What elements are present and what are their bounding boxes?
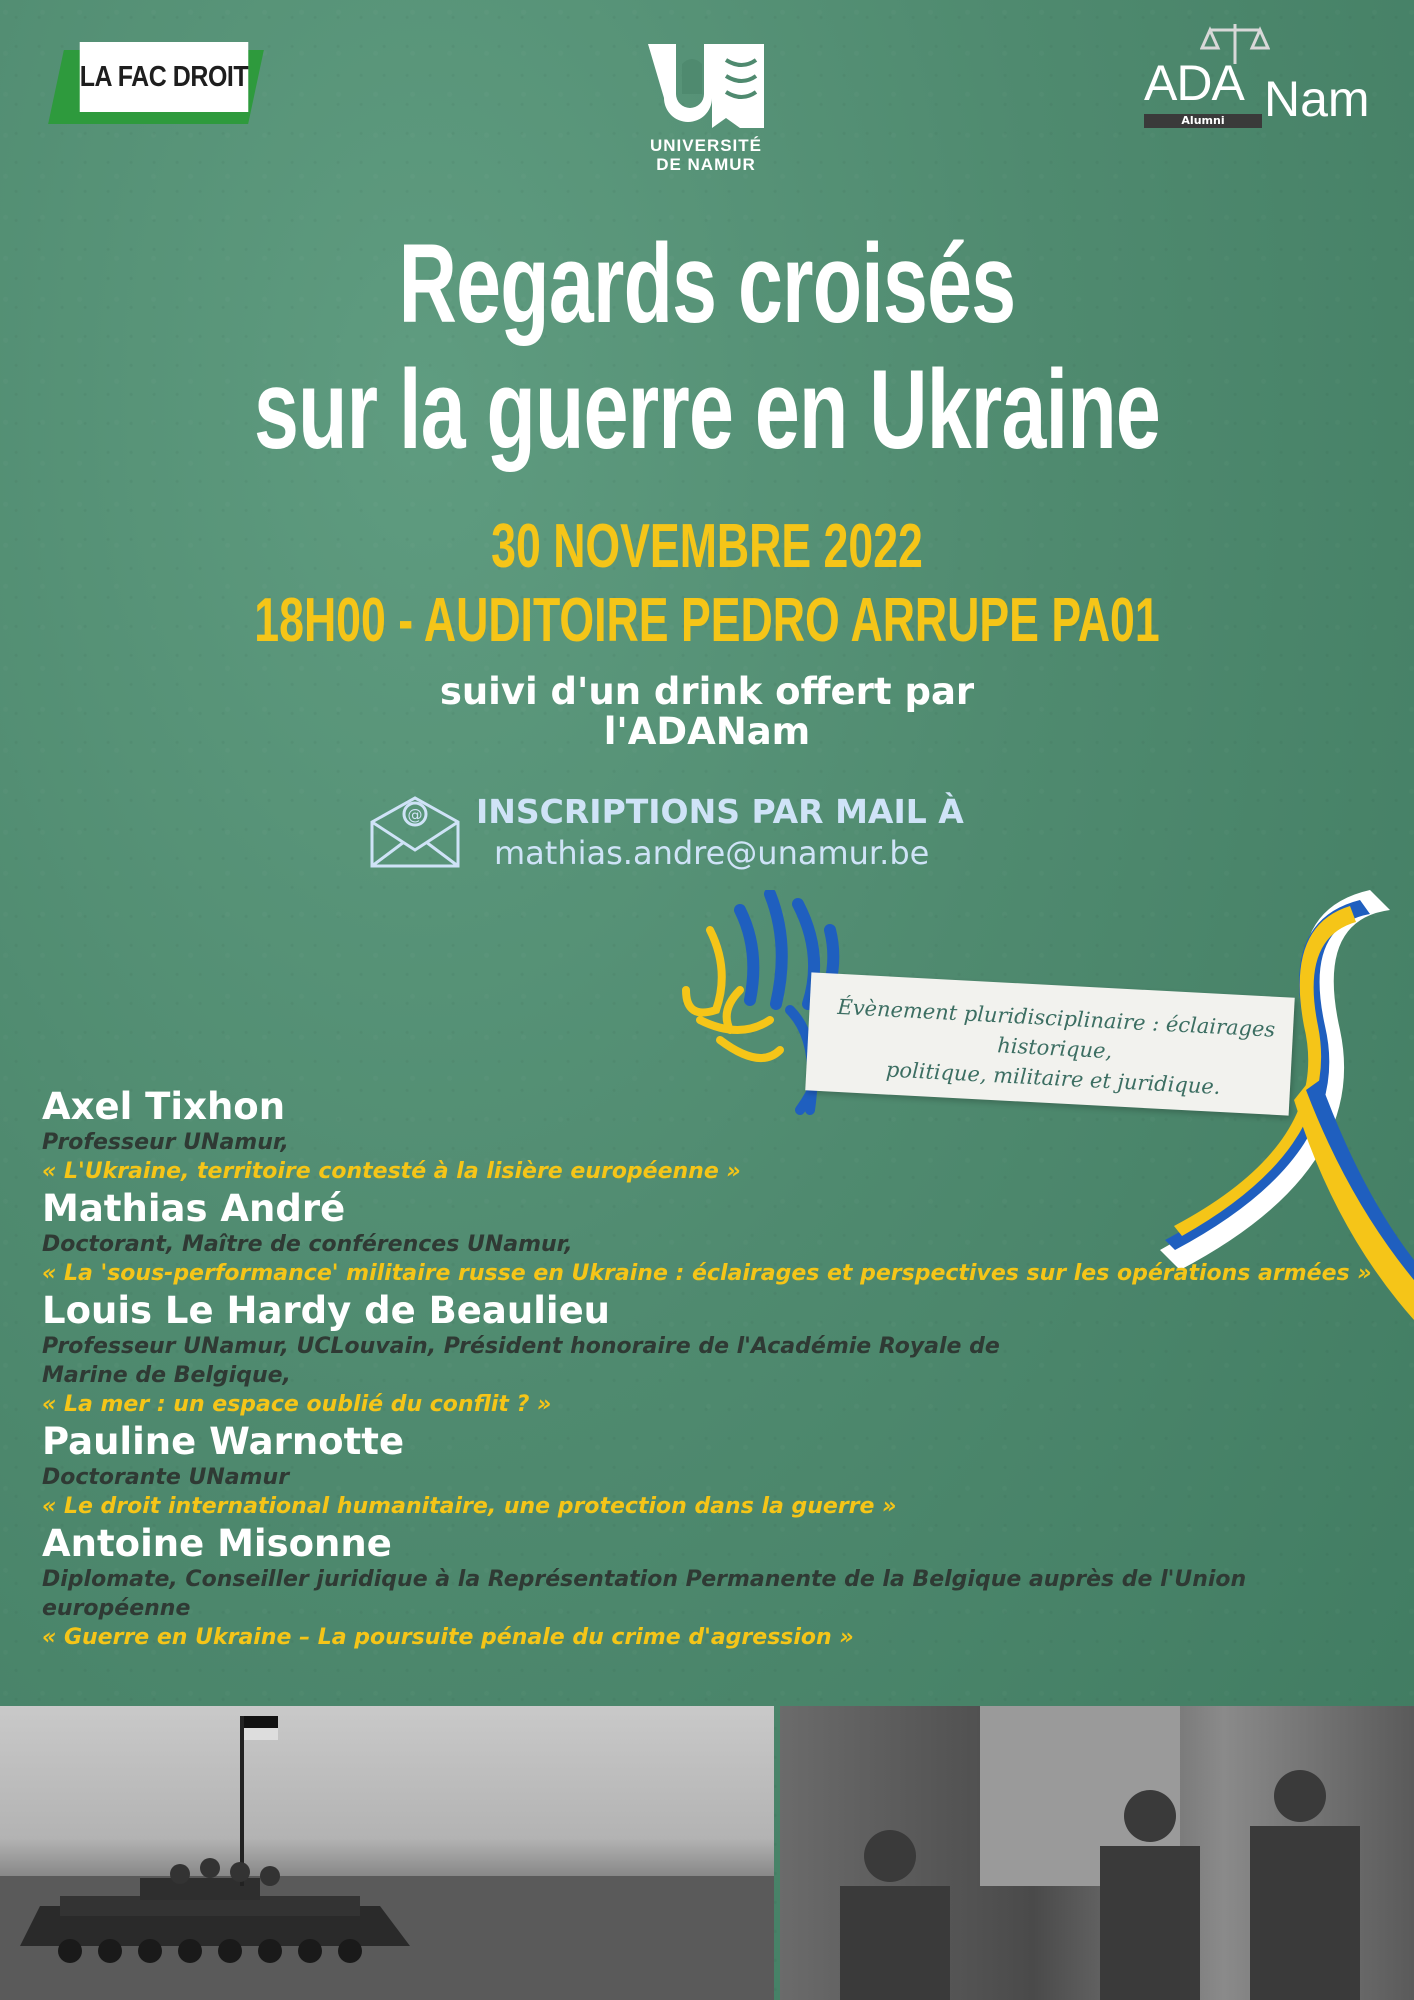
note-line1: Évènement pluridisciplinaire : éclairages historique, — [836, 994, 1276, 1064]
event-time-place: 18H00 - AUDITOIRE PEDRO ARRUPE PA01 — [254, 586, 1160, 655]
unamur-line2: DE NAMUR — [656, 155, 756, 174]
svg-text:@: @ — [407, 806, 423, 824]
speaker-name: Mathias André — [42, 1187, 346, 1230]
speaker-talk: « L'Ukraine, territoire contesté à la lisière européenne » — [42, 1159, 741, 1184]
speaker-item — [42, 1523, 1372, 1652]
adanam-logo — [1140, 20, 1380, 127]
soldiers-photo — [780, 1706, 1414, 2000]
inscriptions-heading: INSCRIPTIONS PAR MAIL À — [476, 792, 964, 831]
speaker-name: Axel Tixhon — [42, 1085, 286, 1128]
speaker-role: Doctorante UNamur — [42, 1465, 290, 1490]
speaker-talk: « La 'sous-performance' militaire russe en Ukraine : éclairages et perspectives sur les opérations armées » — [42, 1261, 1372, 1286]
drink-line1: suivi d'un drink offert par — [439, 670, 975, 713]
speaker-name: Pauline Warnotte — [42, 1420, 405, 1463]
adanam-nam: Nam — [1264, 71, 1370, 127]
speaker-role: Professeur UNamur, — [42, 1130, 289, 1155]
speaker-list — [42, 1086, 1372, 1654]
mail-icon — [370, 792, 460, 868]
speaker-name: Antoine Misonne — [42, 1522, 392, 1565]
fac-droit-label: LA FAC DROIT — [80, 42, 249, 112]
unamur-logo — [640, 36, 772, 186]
speaker-talk: « La mer : un espace oublié du conflit ? » — [42, 1392, 552, 1417]
adanam-ada: ADA — [1144, 55, 1244, 111]
tank-photo — [0, 1706, 774, 2000]
speaker-name: Louis Le Hardy de Beaulieu — [42, 1289, 611, 1332]
speaker-talk: « Le droit international humanitaire, une protection dans la guerre » — [42, 1494, 897, 1519]
adanam-alumni: Alumni — [1144, 114, 1262, 128]
unamur-mark-icon — [642, 36, 770, 128]
inscriptions-email[interactable]: mathias.andre@unamur.be — [494, 834, 930, 872]
fac-droit-logo — [56, 42, 264, 126]
unamur-line1: UNIVERSITÉ — [649, 136, 763, 155]
event-date: 30 NOVEMBRE 2022 — [491, 512, 923, 581]
speaker-item — [42, 1421, 1372, 1521]
speaker-item — [42, 1188, 1372, 1288]
note-line2: politique, militaire et juridique. — [885, 1057, 1222, 1099]
soldiers-silhouette-icon — [780, 1706, 1414, 2000]
tank-silhouette-icon — [0, 1706, 774, 2000]
speaker-role: Diplomate, Conseiller juridique à la Représentation Permanente de la Belgique auprès de l'Union européenne — [42, 1567, 1247, 1621]
speaker-item — [42, 1290, 1372, 1419]
speaker-role: Doctorant, Maître de conférences UNamur, — [42, 1232, 573, 1257]
speaker-role: Professeur UNamur, UCLouvain, Président honoraire de l'Académie Royale de Marine de Belgique, — [42, 1334, 1000, 1388]
speaker-item — [42, 1086, 1372, 1186]
speaker-talk: « Guerre en Ukraine – La poursuite pénale du crime d'agression » — [42, 1625, 854, 1650]
drink-line2: l'ADANam — [603, 710, 811, 753]
page-title-line2: sur la guerre en Ukraine — [254, 347, 1160, 472]
page-title-line1: Regards croisés — [398, 221, 1016, 346]
